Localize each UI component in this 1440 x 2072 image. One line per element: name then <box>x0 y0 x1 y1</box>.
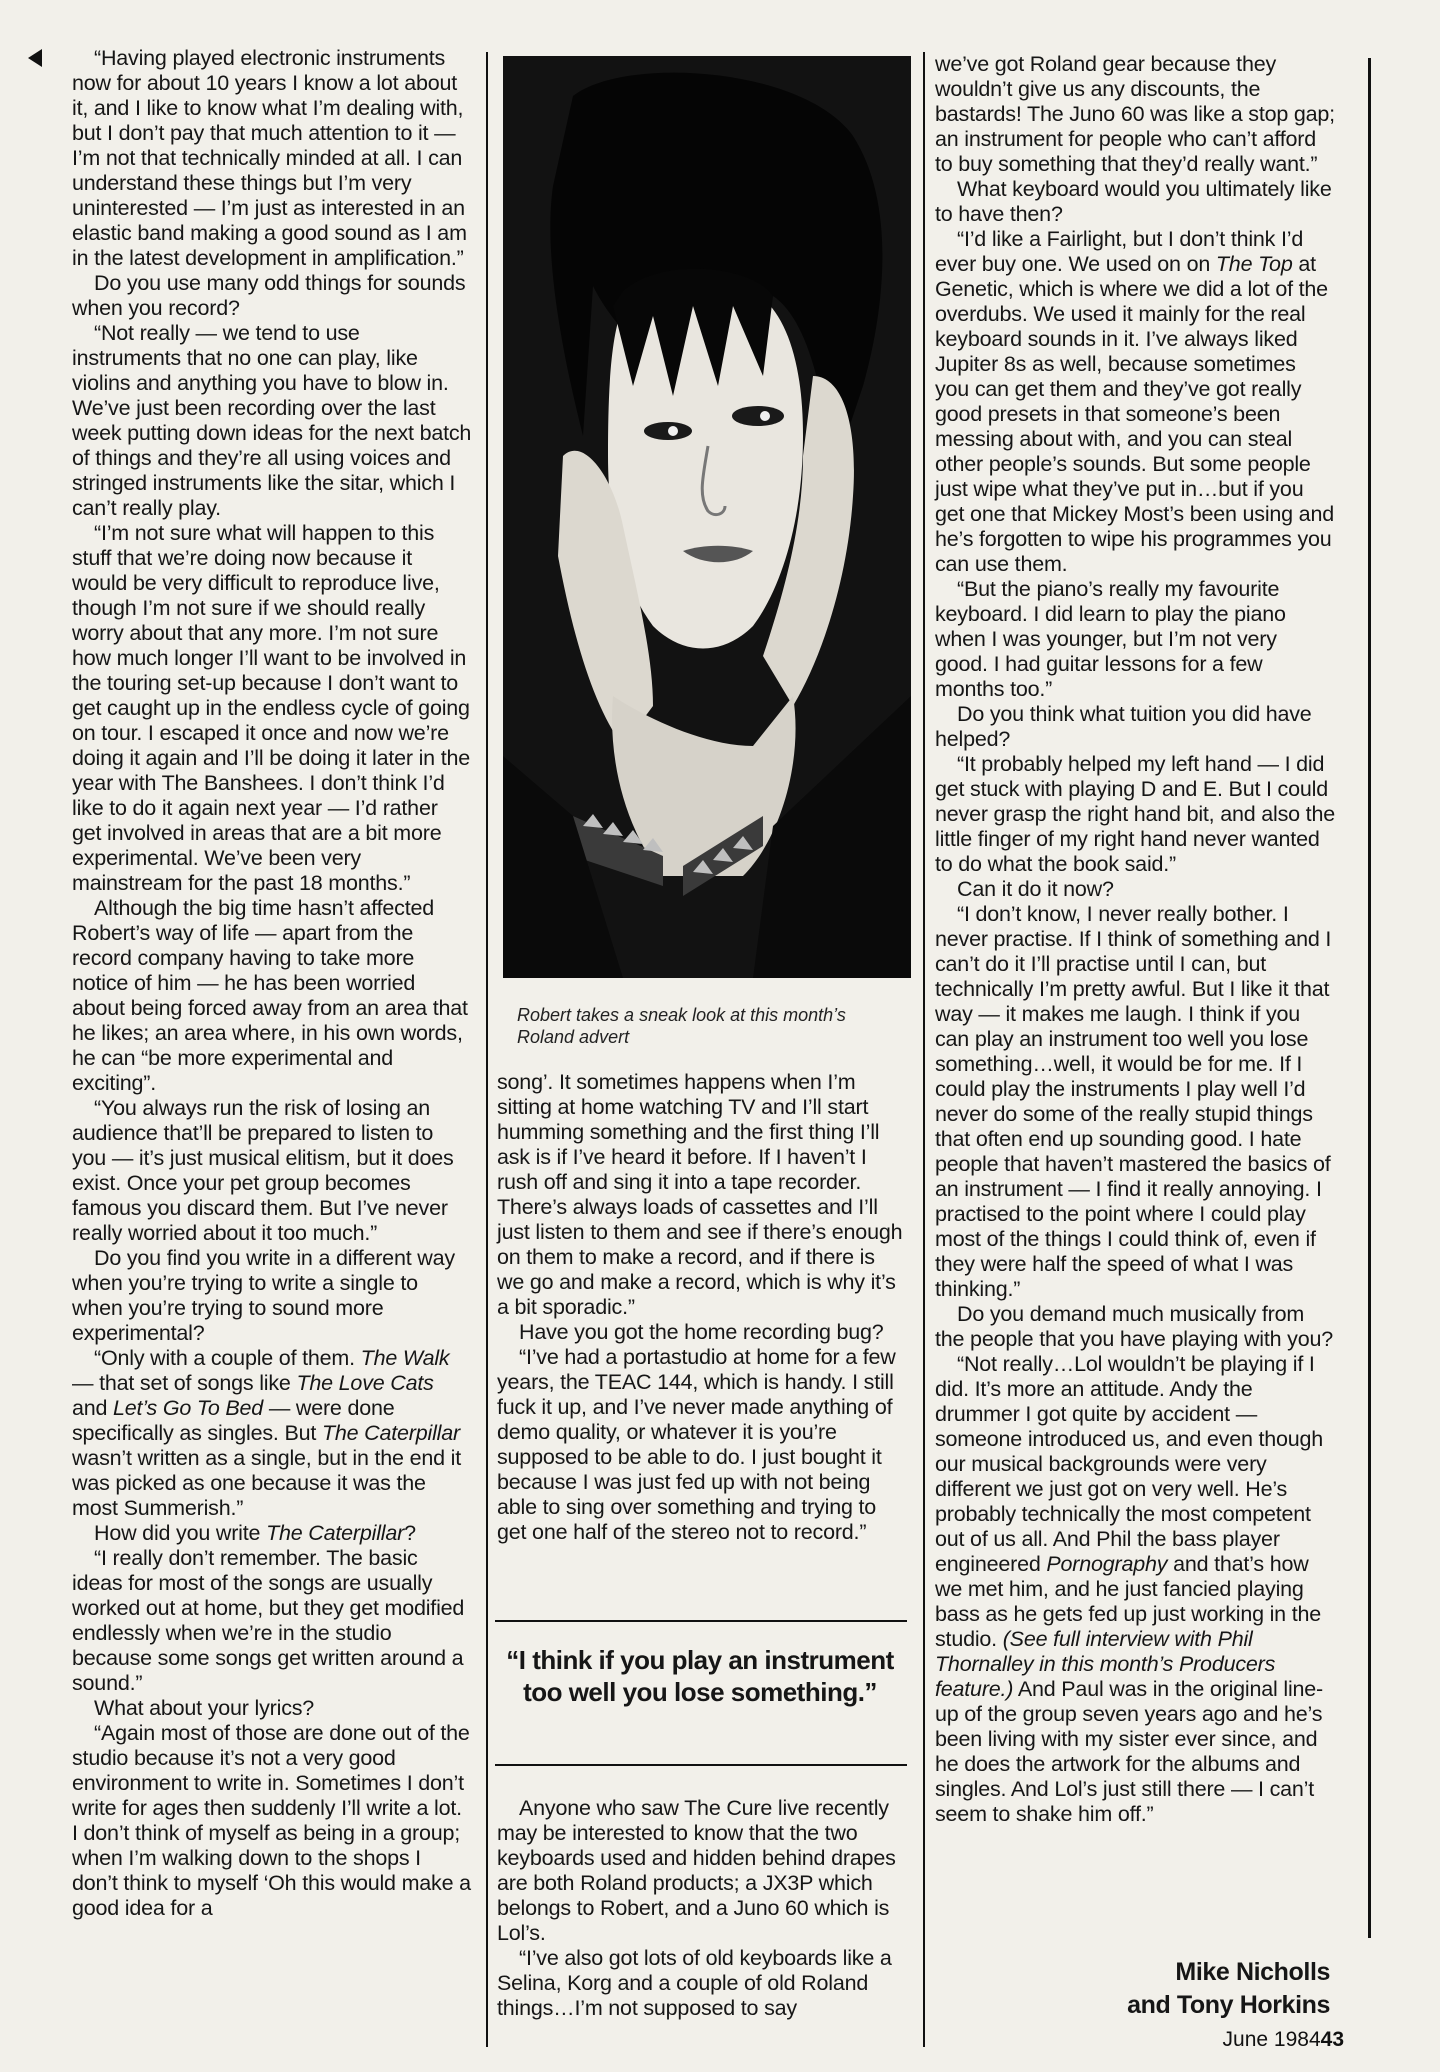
paragraph: we’ve got Roland gear because they wouldn’t give us any discounts, the bastards! The Juno 60 was like a stop gap; an instrument for people who can’t afford to buy something that they’d really want.” <box>935 52 1335 176</box>
paragraph: Can it do it now? <box>957 877 1114 901</box>
paragraph: Do you demand much musically from the people that you have playing with you? <box>935 1302 1334 1351</box>
paragraph: “I really don’t remember. The basic ideas for most of the songs are usually worked out at home, but they get modified endlessly when we’re in the studio because some songs get written around a sound.” <box>72 1546 465 1695</box>
paragraph: “I’d like a Fairlight, but I don’t think I’d ever buy one. We used on on The Top at Genetic, which is where we did a lot of the overdubs. We used it mainly for the real keyboard sounds in it. I’ve always liked Jupiter 8s as well, because sometimes you can get them and they’ve got really good presets in that someone’s been messing about with, and you can steal other people’s sounds. But some people just wipe what they’ve put in…but if you get one that Mickey Most’s been using and he’s forgotten to wipe his programmes you can use them. <box>935 227 1334 576</box>
author-line-2: and Tony Horkins <box>1127 1991 1330 2019</box>
paragraph: “Having played electronic instruments now for about 10 years I know a lot about it, and I like to know what I’m dealing with, but I don’t pay that much attention to it — I’m not that technically minded at all. I can understand these things but I’m very uninterested — I’m just as interested in an elastic band making a good sound as I am in the latest development in amplification.” <box>72 46 467 270</box>
article-column-2 <box>497 1070 907 1545</box>
paragraph: “Not really…Lol wouldn’t be playing if I did. It’s more an attitude. Andy the drummer I got quite by accident — someone introduced us, and even though our musical backgrounds were very different we just got on very well. He’s probably technically the most competent out of us all. And Phil the bass player engineered Pornography and that’s how we met him, and he just fancied playing bass as he gets fed up just working in the studio. (See full interview with Phil Thornalley in this month’s Producers feature.) And Paul was in the original line-up of the group seven years ago and he’s been living with my sister ever since, and he does the artwork for the albums and singles. And Lol’s just still there — I can’t seem to shake him off.” <box>935 1352 1324 1826</box>
paragraph: Anyone who saw The Cure live recently may be interested to know that the two keyboards used and hidden behind drapes are both Roland products; a JX3P which belongs to Robert, and a Juno 60 which is Lol’s. <box>497 1796 896 1945</box>
pull-quote: “I think if you play an instrument too well you lose something.” <box>506 1645 894 1707</box>
paragraph: Although the big time hasn’t affected Robert’s way of life — apart from the record company having to take more notice of him — he has been worried about being forced away from an area that he likes; an area where, in his own words, he can “be more experimental and exciting”. <box>72 896 468 1095</box>
paragraph: “Only with a couple of them. The Walk — that set of songs like The Love Cats and Let’s Go To Bed — were done specifically as singles. But The Caterpillar wasn’t written as a single, but in the end it was picked as one because it was the most Summerish.” <box>72 1346 461 1520</box>
paragraph: “Not really — we tend to use instruments that no one can play, like violins and anything you have to blow in. We’ve just been recording over the last week putting down ideas for the next batch of things and they’re all using voices and stringed instruments like the sitar, which I can’t really play. <box>72 321 472 520</box>
portrait-illustration <box>503 56 911 978</box>
page-footer <box>1223 2028 1344 2052</box>
portrait-photo <box>503 56 911 978</box>
article-column-1 <box>72 46 472 1921</box>
paragraph: What about your lyrics? <box>94 1696 315 1720</box>
paragraph: How did you write The Caterpillar? <box>94 1521 416 1545</box>
paragraph: “Again most of those are done out of the studio because it’s not a very good environment to write in. Sometimes I don’t write for ages then suddenly I’ll write a lot. I don’t think of myself as being in a group; when I’m walking down to the shops I don’t think to myself ‘Oh this would make a good idea for a <box>72 1721 471 1920</box>
pullquote-rule-top <box>495 1620 907 1622</box>
paragraph: “I’m not sure what will happen to this stuff that we’re doing now because it would be very difficult to reproduce live, though I’m not sure if we should really worry about that any more. I’m not sure how much longer I’ll want to be involved in the touring set-up because I don’t want to get caught up in the endless cycle of going on tour. I escaped it once and now we’re doing it again and I’ll be doing it later in the year with The Banshees. I don’t think I’d like to do it again next year — I’d rather get involved in areas that are a bit more experimental. We’ve been very mainstream for the past 18 months.” <box>72 521 470 895</box>
column-divider-right <box>923 52 925 2047</box>
paragraph: “I don’t know, I never really bother. I never practise. If I think of something and I can’t do it I’ll practise until I can, but technically I’m pretty awful. But I like it that way — it makes me laugh. I think if you can play an instrument too well you lose something…well, it would be for me. If I could play the instruments I play well I’d never do some of the really stupid things that often end up sounding good. I hate people that haven’t mastered the basics of an instrument — I find it really annoying. I practised to the point where I could play most of the things I could think of, even if they were half the speed of what I was thinking.” <box>935 902 1332 1301</box>
paragraph: Do you use many odd things for sounds when you record? <box>72 271 466 320</box>
paragraph: “You always run the risk of losing an audience that’ll be prepared to listen to you — it’s just musical elitism, but it does exist. Once your pet group becomes famous you discard them. But I’ve never really worried about it too much.” <box>72 1096 454 1245</box>
issue-date: June 1984 <box>1222 2028 1321 2051</box>
photo-caption: Robert takes a sneak look at this month’s Roland advert <box>517 1005 846 1047</box>
author-line-1: Mike Nicholls <box>1175 1958 1330 1986</box>
article-column-2-continued <box>497 1796 907 2021</box>
paragraph: “I’ve also got lots of old keyboards like a Selina, Korg and a couple of old Roland things…I’m not supposed to say <box>497 1946 892 2020</box>
article-column-3 <box>935 52 1335 1827</box>
paragraph: “I’ve had a portastudio at home for a few years, the TEAC 144, which is handy. I still fuck it up, and I’ve never made anything of demo quality, or whatever it is you’re supposed to be able to do. I just bought it because I was just fed up with not being able to sing over something and trying to get one half of the stereo not to record.” <box>497 1345 896 1544</box>
page-number: 43 <box>1320 2028 1344 2051</box>
paragraph: Have you got the home recording bug? <box>519 1320 884 1344</box>
paragraph: “But the piano’s really my favourite keyboard. I did learn to play the piano when I was younger, but I’m not very good. I had guitar lessons for a few months too.” <box>935 577 1286 701</box>
paragraph: “It probably helped my left hand — I did get stuck with playing D and E. But I could never grasp the right hand bit, and also the little finger of my right hand never wanted to do what the book said.” <box>935 752 1335 876</box>
page-edge-rule <box>1368 58 1371 1938</box>
paragraph: Do you find you write in a different way when you’re trying to write a single to when you’re trying to sound more experimental? <box>72 1246 455 1345</box>
column-divider-left <box>486 52 488 2047</box>
paragraph: Do you think what tuition you did have helped? <box>935 702 1312 751</box>
pullquote-rule-bottom <box>495 1764 907 1766</box>
author-byline <box>1127 1956 1330 2022</box>
paragraph: What keyboard would you ultimately like to have then? <box>935 177 1332 226</box>
continued-arrow-icon <box>28 49 42 67</box>
paragraph: song’. It sometimes happens when I’m sitting at home watching TV and I’ll start humming something and the first thing I’ll ask is if I’ve heard it before. If I haven’t I rush off and sing it into a tape recorder. There’s always loads of cassettes and I’ll just listen to them and see if there’s enough on them to make a record, and if there is we go and make a record, which is why it’s a bit sporadic.” <box>497 1070 903 1319</box>
